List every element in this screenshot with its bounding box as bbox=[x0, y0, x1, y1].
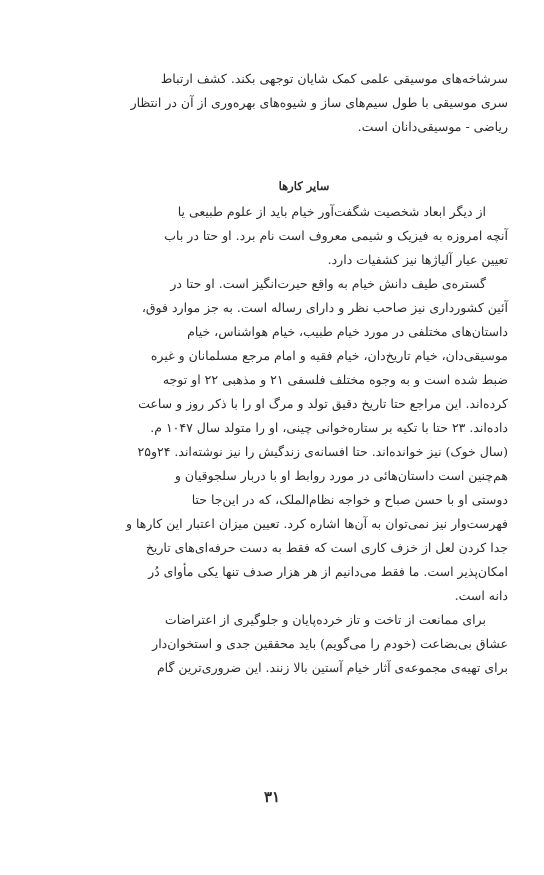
text-line: تعیین عیار آلیاژها نیز کشفیات دارد. bbox=[327, 252, 508, 267]
text-line: امکان‌پذیر است. ما فقط می‌دانیم از هر هزار صدف تنها یکی مأوای دُر bbox=[148, 564, 508, 579]
page-number: ۳۱ bbox=[263, 788, 281, 806]
text-line: جدا کردن لعل از خزف کاری است که فقط به دست حرفه‌ای‌های تاریخ bbox=[145, 540, 508, 555]
text-line: داستان‌های مختلفی در مورد خیام طبیب، خیام هواشناس، خیام bbox=[187, 324, 508, 339]
text-line: هم‌چنین است داستان‌هائی در مورد روابط او با دربار سلجوقیان و bbox=[174, 468, 508, 483]
text-line: ضبط شده است و به وجوه مختلف فلسفی ۲۱ و مذهبی ۲۲ او توجه bbox=[162, 372, 508, 387]
text-line: موسیقی‌دان، خیام تاریخ‌دان، خیام فقیه و امام مرجع مسلمانان و غیره bbox=[150, 348, 508, 363]
paragraph-2 bbox=[100, 272, 508, 608]
section-heading: سایر کارها bbox=[278, 179, 330, 193]
paragraph-1 bbox=[100, 200, 508, 272]
text-line: دانه است. bbox=[454, 588, 508, 603]
text-line: دوستی او با حسن صباح و خواجه نظام‌الملک، که در این‌جا حتا bbox=[191, 492, 508, 507]
text-line: سرشاخه‌های موسیقی علمی کمک شایان توجهی بکند. کشف ارتباط bbox=[160, 71, 508, 86]
text-line: ریاضی - موسیقی‌دانان است. bbox=[357, 119, 508, 134]
text-line: سری موسیقی با طول سیم‌های ساز و شیوه‌های بهره‌وری از آن در انتظار bbox=[130, 95, 508, 110]
text-line: فهرست‌وار نیز نمی‌توان به آن‌ها اشاره کرد. تعیین میزان اعتبار این کارها و bbox=[125, 516, 508, 531]
text-line: داده‌اند. ۲۳ حتا با تکیه بر ستاره‌خوانی چینی، او را متولد سال ۱۰۴۷ م. bbox=[150, 420, 508, 435]
section-body bbox=[100, 200, 508, 680]
text-line: آئین کشورداری نیز صاحب نظر و دارای رساله است. به جز موارد فوق، bbox=[141, 300, 508, 315]
text-line: از دیگر ابعاد شخصیت شگفت‌آور خیام باید از علوم طبیعی یا bbox=[177, 204, 486, 219]
intro-paragraph bbox=[100, 67, 508, 139]
text-line: کرده‌اند. این مراجع حتا تاریخ دقیق تولد و مرگ او را با ذکر روز و ساعت bbox=[138, 396, 508, 411]
text-line: عشاق بی‌بضاعت (خودم را می‌گویم) باید محققین جدی و استخوان‌دار bbox=[152, 636, 508, 651]
text-line: گستره‌ی طیف دانش خیام به واقع حیرت‌انگیز است. او حتا در bbox=[170, 276, 486, 291]
text-line: (سال خوک) نیز خوانده‌اند. حتا افسانه‌ی زندگیش را نیز نوشته‌اند. ۲۴و۲۵ bbox=[137, 444, 508, 459]
text-line: برای ممانعت از تاخت و تاز خرده‌پایان و جلوگیری از اعتراضات bbox=[164, 612, 486, 627]
text-line: آنچه امروزه به فیزیک و شیمی معروف است نام برد. او حتا در باب bbox=[164, 228, 508, 243]
paragraph-3 bbox=[100, 608, 508, 680]
text-line: برای تهیه‌ی مجموعه‌ی آثار خیام آستین بالا زنند. این ضروری‌ترین گام bbox=[156, 660, 508, 675]
